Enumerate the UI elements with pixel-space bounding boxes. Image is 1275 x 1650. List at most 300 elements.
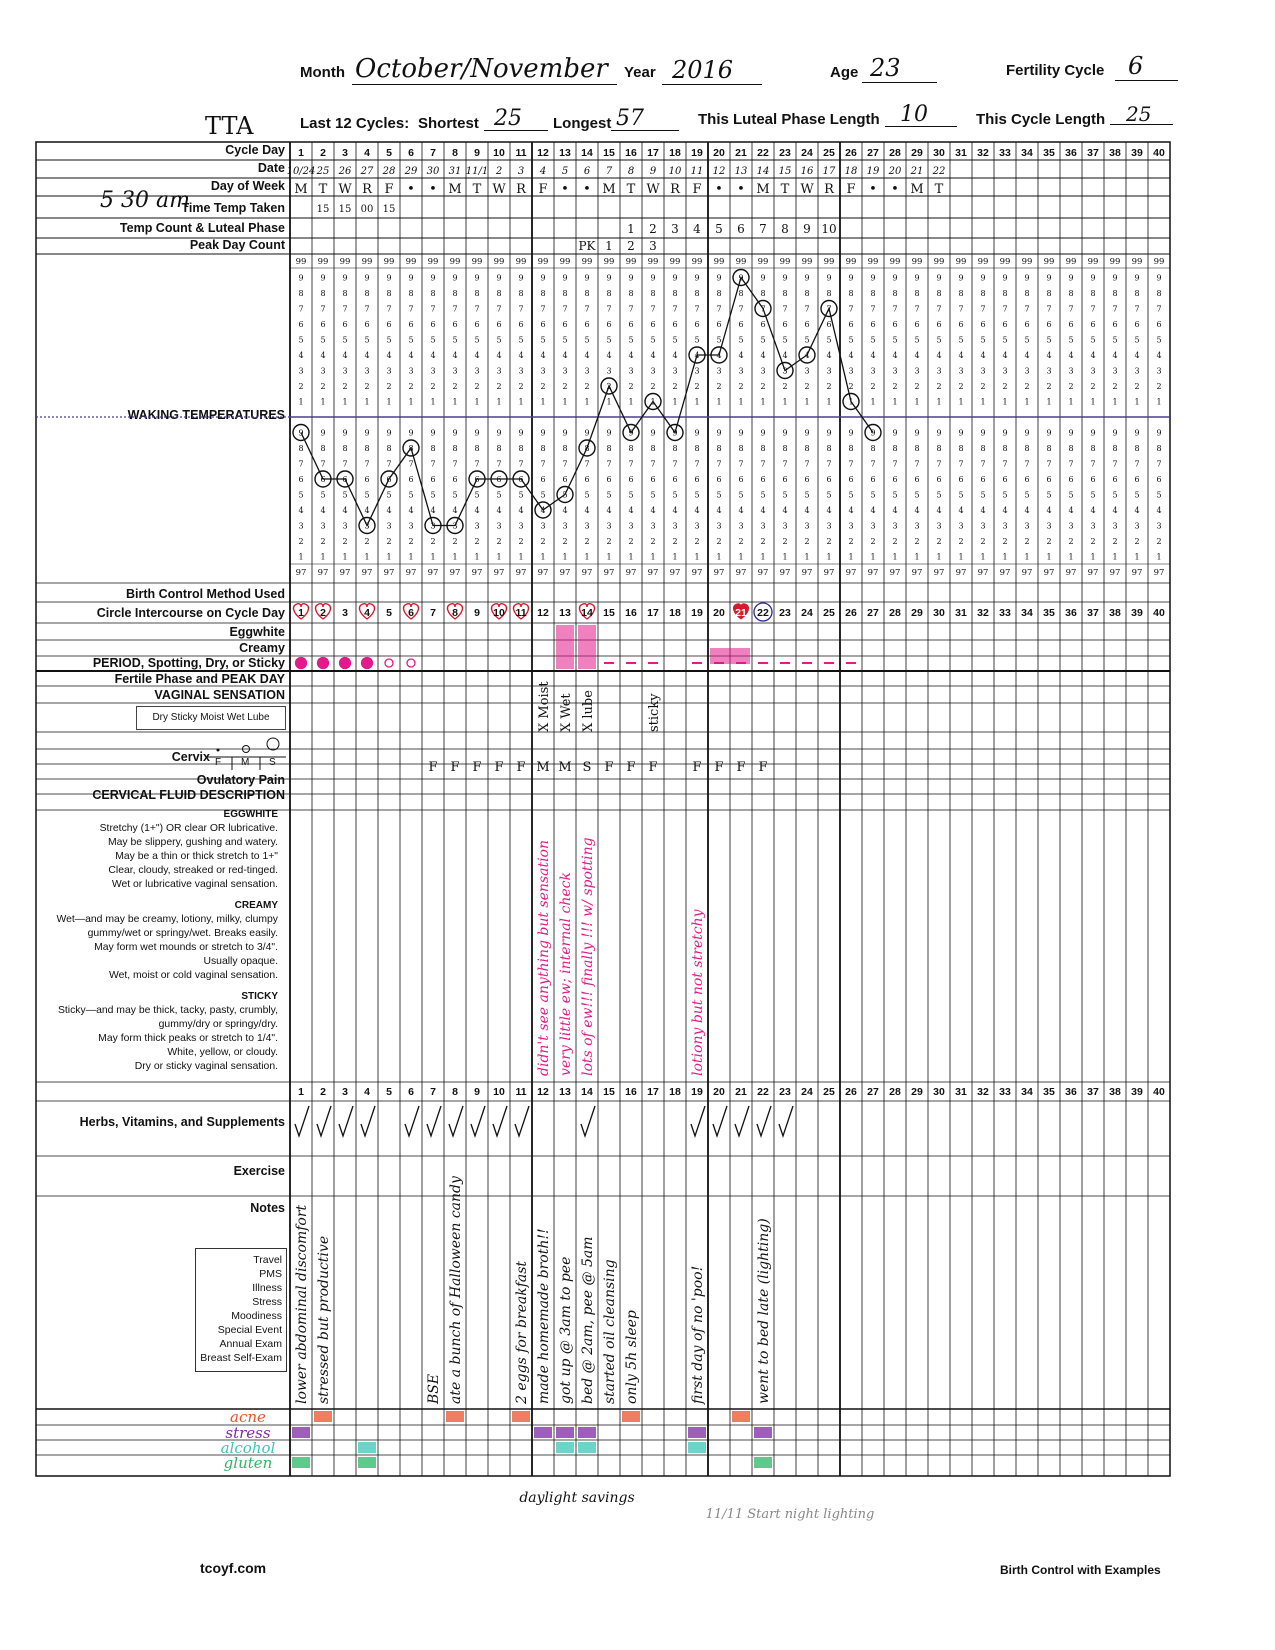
period-mark	[318, 658, 329, 669]
date-cell: 3	[517, 166, 525, 177]
temp-tick-label: 4	[738, 351, 744, 360]
longest-label: Longest	[553, 115, 612, 132]
tracker-label: acne	[230, 1408, 266, 1426]
temp-tick-label: 3	[1046, 521, 1052, 531]
temp-tick-label: 5	[694, 335, 700, 345]
temp-tick-label: 97	[845, 568, 857, 578]
temp-tick-label: 9	[430, 428, 436, 438]
temp-tick-label: 1	[1068, 552, 1074, 562]
temp-tick-label: 2	[826, 382, 832, 391]
temp-tick-label: 97	[581, 568, 593, 578]
temp-tick-label: 99	[427, 257, 439, 267]
cycle-day-number: 5	[386, 147, 392, 159]
label-fertile-phase: Fertile Phase and PEAK DAY	[114, 672, 285, 686]
temp-tick-label: 4	[1046, 506, 1052, 515]
temp-tick-label: 7	[782, 459, 788, 469]
temp-tick-label: 4	[980, 506, 986, 515]
temp-tick-label: 97	[757, 568, 769, 578]
temp-tick-label: 2	[1024, 537, 1030, 546]
temp-tick-label: 1	[848, 397, 854, 407]
temp-tick-label: 97	[867, 568, 879, 578]
temp-tick-label: 7	[1024, 459, 1030, 469]
temp-tick-label: 7	[804, 304, 810, 314]
temp-tick-label: 1	[716, 397, 722, 407]
temp-tick-label: 8	[1002, 289, 1008, 298]
temp-tick-label: 3	[870, 366, 876, 376]
day-of-week-cell: T	[934, 182, 944, 197]
temp-tick-label: 5	[716, 490, 722, 500]
temp-tick-label: 7	[496, 459, 502, 469]
temp-tick-label: 2	[364, 382, 370, 391]
temp-tick-label: 7	[452, 459, 458, 469]
temp-tick-label: 8	[848, 289, 854, 298]
temp-tick-label: 8	[364, 289, 370, 298]
vaginal-sensation-note: sticky	[647, 693, 662, 732]
temp-tick-label: 8	[1156, 289, 1162, 298]
temp-tick-label: 7	[474, 304, 480, 314]
temp-tick-label: 5	[628, 335, 634, 345]
temp-tick-label: 4	[1090, 506, 1096, 515]
temp-tick-label: 5	[364, 490, 370, 500]
temp-tick-label: 6	[1156, 475, 1162, 484]
temp-tick-label: 1	[1112, 397, 1118, 407]
day-of-week-cell: R	[670, 182, 680, 197]
temp-tick-label: 1	[892, 397, 898, 407]
herbs-day-number: 1	[298, 1086, 304, 1098]
temp-tick-label: 8	[782, 444, 788, 453]
temp-tick-label: 99	[955, 257, 967, 267]
temp-tick-label: 1	[452, 397, 458, 407]
temp-tick-label: 2	[1002, 382, 1008, 391]
tracker-mark	[358, 1442, 376, 1453]
temp-tick-label: 1	[474, 552, 480, 562]
temp-tick-label: 1	[760, 552, 766, 562]
temp-tick-label: 4	[738, 506, 744, 515]
date-cell: 16	[800, 166, 814, 177]
temp-tick-label: 3	[408, 366, 414, 376]
temp-tick-label: 2	[804, 382, 810, 391]
temp-tick-label: 5	[650, 335, 656, 345]
temp-tick-label: 7	[540, 304, 546, 314]
temp-tick-label: 3	[364, 521, 370, 531]
temp-tick-label: 5	[386, 335, 392, 345]
temp-tick-label: 1	[980, 552, 986, 562]
herbs-day-number: 24	[801, 1086, 813, 1098]
temp-tick-label: 1	[628, 552, 634, 562]
temp-tick-label: 8	[408, 444, 414, 453]
tracker-mark	[534, 1427, 552, 1438]
temp-tick-label: 7	[1112, 459, 1118, 469]
date-cell: 26	[338, 166, 352, 177]
date-cell: 13	[734, 166, 748, 177]
temp-tick-label: 1	[540, 552, 546, 562]
vaginal-sensation-note: X lube	[581, 690, 596, 732]
daily-note: bed @ 2am, pee @ 5am	[580, 1236, 596, 1404]
intercourse-day-number: 15	[603, 607, 615, 619]
period-mark	[362, 658, 373, 669]
temp-tick-label: 4	[826, 351, 832, 360]
temp-tick-label: 4	[606, 506, 612, 515]
temp-tick-label: 3	[474, 366, 480, 376]
cfd-line: Dry or sticky vaginal sensation.	[134, 1061, 278, 1072]
temp-tick-label: 5	[804, 490, 810, 500]
temp-tick-label: 6	[606, 320, 612, 329]
temp-tick-label: 3	[628, 521, 634, 531]
temp-tick-label: 3	[958, 366, 964, 376]
temp-tick-label: 4	[1002, 351, 1008, 360]
temp-tick-label: 97	[823, 568, 835, 578]
temp-tick-label: 9	[936, 273, 942, 283]
temp-tick-label: 2	[320, 537, 326, 546]
temp-tick-label: 9	[628, 428, 634, 438]
temp-tick-label: 99	[581, 257, 593, 267]
temp-tick-label: 99	[383, 257, 395, 267]
daily-note: BSE	[426, 1373, 442, 1404]
temp-tick-label: 5	[452, 335, 458, 345]
temp-tick-label: 97	[603, 568, 615, 578]
temp-tick-label: 8	[716, 444, 722, 453]
temp-tick-label: 9	[584, 273, 590, 283]
herbs-day-number: 2	[320, 1086, 326, 1098]
temp-tick-label: 1	[430, 552, 436, 562]
temp-tick-label: 9	[1134, 273, 1140, 283]
cycle-day-number: 40	[1153, 147, 1165, 159]
temp-tick-label: 9	[892, 428, 898, 438]
temp-tick-label: 6	[892, 320, 898, 329]
label-day-of-week: Day of Week	[210, 179, 285, 193]
temp-tick-label: 4	[364, 351, 370, 360]
temp-tick-label: 97	[559, 568, 571, 578]
temp-tick-label: 8	[562, 289, 568, 298]
cervix-mark: F	[604, 760, 614, 775]
label-temp-count: Temp Count & Luteal Phase	[119, 221, 285, 235]
intercourse-day-number: 11	[515, 607, 527, 619]
temp-tick-label: 5	[1068, 335, 1074, 345]
temp-tick-label: 8	[1090, 444, 1096, 453]
temp-tick-label: 6	[672, 320, 678, 329]
day-of-week-cell: T	[318, 182, 328, 197]
temp-tick-label: 9	[848, 273, 854, 283]
temp-count-cell: 2	[649, 222, 657, 236]
temp-tick-label: 3	[518, 521, 524, 531]
temp-tick-label: 97	[647, 568, 659, 578]
temp-tick-label: 99	[1043, 257, 1055, 267]
temp-tick-label: 9	[804, 428, 810, 438]
cycle-length-label: This Cycle Length	[976, 111, 1106, 128]
temp-tick-label: 5	[584, 335, 590, 345]
temp-tick-label: 5	[474, 335, 480, 345]
date-cell: 21	[910, 166, 924, 177]
temp-tick-label: 8	[474, 444, 480, 453]
temp-tick-label: 7	[518, 304, 524, 314]
temp-tick-label: 3	[848, 521, 854, 531]
temp-tick-label: 6	[430, 320, 436, 329]
temp-tick-label: 7	[650, 304, 656, 314]
cervix-mark: M	[536, 760, 550, 775]
cervix-mark: F	[736, 760, 746, 775]
temp-tick-label: 6	[1090, 320, 1096, 329]
period-mark	[296, 658, 307, 669]
temp-tick-label: 9	[1090, 273, 1096, 283]
tracker-mark	[754, 1427, 772, 1438]
temp-tick-label: 3	[496, 521, 502, 531]
temp-tick-label: 4	[540, 351, 546, 360]
temp-tick-label: 7	[1134, 459, 1140, 469]
temp-tick-label: 5	[430, 490, 436, 500]
herbs-check	[515, 1106, 529, 1136]
temp-tick-label: 7	[628, 304, 634, 314]
temp-tick-label: 9	[716, 273, 722, 283]
daily-note: 2 eggs for breakfast	[514, 1260, 530, 1404]
cycle-length-value: 25	[1126, 102, 1152, 126]
temp-tick-label: 6	[980, 475, 986, 484]
temp-tick-label: 4	[650, 506, 656, 515]
temp-tick-label: 9	[540, 273, 546, 283]
period-mark	[385, 659, 393, 667]
temp-tick-label: 9	[958, 273, 964, 283]
temp-tick-label: 8	[342, 289, 348, 298]
time-taken-cell: 15	[316, 204, 330, 215]
cfd-line: Stretchy (1+") OR clear OR lubricative.	[99, 823, 278, 834]
temp-tick-label: 5	[540, 335, 546, 345]
temp-tick-label: 3	[936, 521, 942, 531]
temp-tick-label: 97	[911, 568, 923, 578]
temp-tick-label: 6	[298, 475, 304, 484]
temp-tick-label: 7	[694, 459, 700, 469]
intercourse-day-number: 3	[342, 607, 348, 619]
temp-tick-label: 99	[361, 257, 373, 267]
temp-tick-label: 2	[892, 382, 898, 391]
intercourse-day-number: 26	[845, 607, 857, 619]
intercourse-day-number: 22	[757, 607, 769, 619]
temp-tick-label: 9	[298, 428, 304, 438]
temp-tick-label: 6	[628, 320, 634, 329]
temp-tick-label: 3	[342, 521, 348, 531]
temp-tick-label: 7	[1002, 304, 1008, 314]
temp-tick-label: 8	[892, 444, 898, 453]
temp-tick-label: 4	[694, 351, 700, 360]
temp-tick-label: 5	[914, 335, 920, 345]
date-cell: 17	[822, 166, 836, 177]
temp-tick-label: 97	[1065, 568, 1077, 578]
temp-tick-label: 8	[628, 444, 634, 453]
intercourse-day-number: 1	[298, 607, 304, 619]
herbs-check	[449, 1106, 463, 1136]
temp-tick-label: 3	[496, 366, 502, 376]
temp-tick-label: 5	[298, 490, 304, 500]
temp-tick-label: 8	[782, 289, 788, 298]
temp-tick-label: 5	[408, 335, 414, 345]
temp-tick-label: 7	[562, 304, 568, 314]
temp-tick-label: 99	[911, 257, 923, 267]
temp-tick-label: 97	[735, 568, 747, 578]
herbs-day-number: 11	[515, 1086, 527, 1098]
tracker-label: stress	[225, 1424, 271, 1442]
day-of-week-cell: •	[715, 182, 723, 197]
bottom-note: 11/11 Start night lighting	[705, 1507, 875, 1522]
cycle-day-number: 8	[452, 147, 458, 159]
temp-tick-label: 8	[804, 444, 810, 453]
temp-tick-label: 1	[628, 397, 634, 407]
temp-tick-label: 3	[386, 521, 392, 531]
temp-tick-label: 6	[496, 320, 502, 329]
temp-tick-label: 6	[1134, 320, 1140, 329]
temp-tick-label: 5	[408, 490, 414, 500]
temp-tick-label: 7	[782, 304, 788, 314]
temp-tick-label: 5	[1090, 335, 1096, 345]
temp-tick-label: 8	[694, 289, 700, 298]
temp-tick-label: 1	[430, 397, 436, 407]
temp-tick-label: 3	[1068, 521, 1074, 531]
temp-tick-label: 4	[342, 506, 348, 515]
temp-tick-label: 4	[1134, 506, 1140, 515]
temp-tick-label: 99	[801, 257, 813, 267]
temp-tick-label: 5	[342, 490, 348, 500]
temp-tick-label: 1	[364, 397, 370, 407]
temp-tick-label: 9	[760, 273, 766, 283]
temp-tick-label: 4	[562, 506, 568, 515]
cycle-day-number: 22	[757, 147, 769, 159]
temp-tick-label: 6	[386, 475, 392, 484]
temp-tick-label: 1	[1002, 552, 1008, 562]
date-cell: 10/24	[286, 166, 316, 177]
temp-tick-label: 6	[408, 320, 414, 329]
temp-tick-label: 4	[628, 506, 634, 515]
label-exercise: Exercise	[233, 1164, 285, 1178]
temp-tick-label: 6	[1090, 475, 1096, 484]
temp-tick-label: 2	[628, 537, 634, 546]
temp-tick-label: 7	[738, 304, 744, 314]
temp-tick-label: 3	[452, 366, 458, 376]
temp-tick-label: 97	[537, 568, 549, 578]
date-cell: 22	[932, 166, 946, 177]
temp-tick-label: 1	[1046, 397, 1052, 407]
temp-tick-label: 2	[540, 382, 546, 391]
footer-title: Birth Control with Examples	[1000, 1563, 1161, 1577]
daily-note: lower abdominal discomfort	[294, 1204, 310, 1404]
temp-tick-label: 1	[694, 397, 700, 407]
temp-tick-label: 4	[386, 351, 392, 360]
last-12-label: Last 12 Cycles:	[300, 115, 410, 132]
temp-tick-label: 9	[980, 428, 986, 438]
legend-item: Breast Self-Exam	[200, 1352, 282, 1364]
temp-tick-label: 2	[694, 382, 700, 391]
temp-tick-label: 3	[1134, 366, 1140, 376]
temp-tick-label: 7	[584, 304, 590, 314]
time-taken-cell: 00	[360, 204, 374, 215]
temp-tick-label: 2	[782, 537, 788, 546]
intercourse-day-number: 25	[823, 607, 835, 619]
temp-tick-label: 4	[1156, 351, 1162, 360]
temp-tick-label: 99	[295, 257, 307, 267]
temp-tick-label: 9	[936, 428, 942, 438]
day-of-week-cell: •	[429, 182, 437, 197]
temp-tick-label: 3	[1156, 521, 1162, 531]
temp-tick-label: 5	[914, 490, 920, 500]
shortest-value: 25	[494, 106, 522, 131]
temp-tick-label: 6	[1046, 475, 1052, 484]
temp-tick-label: 6	[540, 475, 546, 484]
daily-note: got up @ 3am to pee	[558, 1256, 574, 1404]
temp-tick-label: 7	[606, 304, 612, 314]
temp-tick-label: 9	[1068, 428, 1074, 438]
herbs-check	[361, 1106, 375, 1136]
day-of-week-cell: M	[756, 182, 770, 197]
temp-tick-label: 2	[1002, 537, 1008, 546]
temp-tick-label: 4	[672, 506, 678, 515]
temp-tick-label: 6	[474, 475, 480, 484]
temp-tick-label: 4	[650, 351, 656, 360]
luteal-value: 10	[900, 102, 928, 127]
label-cfd: CERVICAL FLUID DESCRIPTION	[92, 788, 285, 802]
temp-count-cell: 6	[737, 222, 745, 236]
label-waking-temperatures: WAKING TEMPERATURES	[127, 408, 285, 422]
tracker-mark	[292, 1427, 310, 1438]
temp-tick-label: 7	[914, 304, 920, 314]
temp-tick-label: 1	[650, 397, 656, 407]
temp-tick-label: 6	[342, 475, 348, 484]
temp-tick-label: 6	[1112, 475, 1118, 484]
intercourse-day-number: 4	[364, 607, 370, 619]
temp-tick-label: 4	[760, 506, 766, 515]
temp-tick-label: 4	[760, 351, 766, 360]
temp-tick-label: 1	[1134, 552, 1140, 562]
temp-tick-label: 9	[364, 273, 370, 283]
temp-tick-label: 3	[782, 521, 788, 531]
temp-tick-label: 5	[320, 335, 326, 345]
herbs-day-number: 5	[386, 1086, 392, 1098]
temp-tick-label: 99	[889, 257, 901, 267]
temp-tick-label: 1	[826, 397, 832, 407]
temp-tick-label: 9	[870, 273, 876, 283]
date-cell: 20	[888, 166, 902, 177]
cycle-day-number: 16	[625, 147, 637, 159]
temp-tick-label: 1	[320, 552, 326, 562]
temp-tick-label: 3	[892, 521, 898, 531]
temp-tick-label: 5	[1024, 490, 1030, 500]
cycle-day-number: 10	[493, 147, 505, 159]
cycle-day-number: 3	[342, 147, 348, 159]
cycle-day-number: 18	[669, 147, 681, 159]
time-taken-cell: 15	[382, 204, 396, 215]
herbs-day-number: 14	[581, 1086, 593, 1098]
temp-tick-label: 5	[782, 490, 788, 500]
temp-tick-label: 1	[1112, 552, 1118, 562]
temp-tick-label: 2	[1134, 382, 1140, 391]
temp-tick-label: 1	[386, 397, 392, 407]
temp-tick-label: 3	[606, 521, 612, 531]
temp-tick-label: 8	[892, 289, 898, 298]
temp-tick-label: 1	[980, 397, 986, 407]
cfd-creamy-title: CREAMY	[234, 900, 278, 911]
cycle-day-number: 14	[581, 147, 593, 159]
temp-tick-label: 3	[562, 366, 568, 376]
label-date: Date	[257, 161, 285, 175]
cfd-line: White, yellow, or cloudy.	[167, 1047, 278, 1058]
herbs-check	[471, 1106, 485, 1136]
day-of-week-cell: F	[384, 182, 394, 197]
temp-tick-label: 8	[1134, 444, 1140, 453]
temp-tick-label: 2	[716, 382, 722, 391]
cfd-line: May form wet mounds or stretch to 3/4".	[94, 942, 278, 953]
temp-tick-label: 9	[518, 428, 524, 438]
temp-tick-label: 9	[650, 273, 656, 283]
temp-tick-label: 4	[386, 506, 392, 515]
temp-count-cell: 4	[693, 222, 701, 236]
cfd-line: Wet, moist or cold vaginal sensation.	[108, 970, 278, 981]
peak-count-cell: 1	[605, 239, 613, 253]
temp-tick-label: 6	[628, 475, 634, 484]
